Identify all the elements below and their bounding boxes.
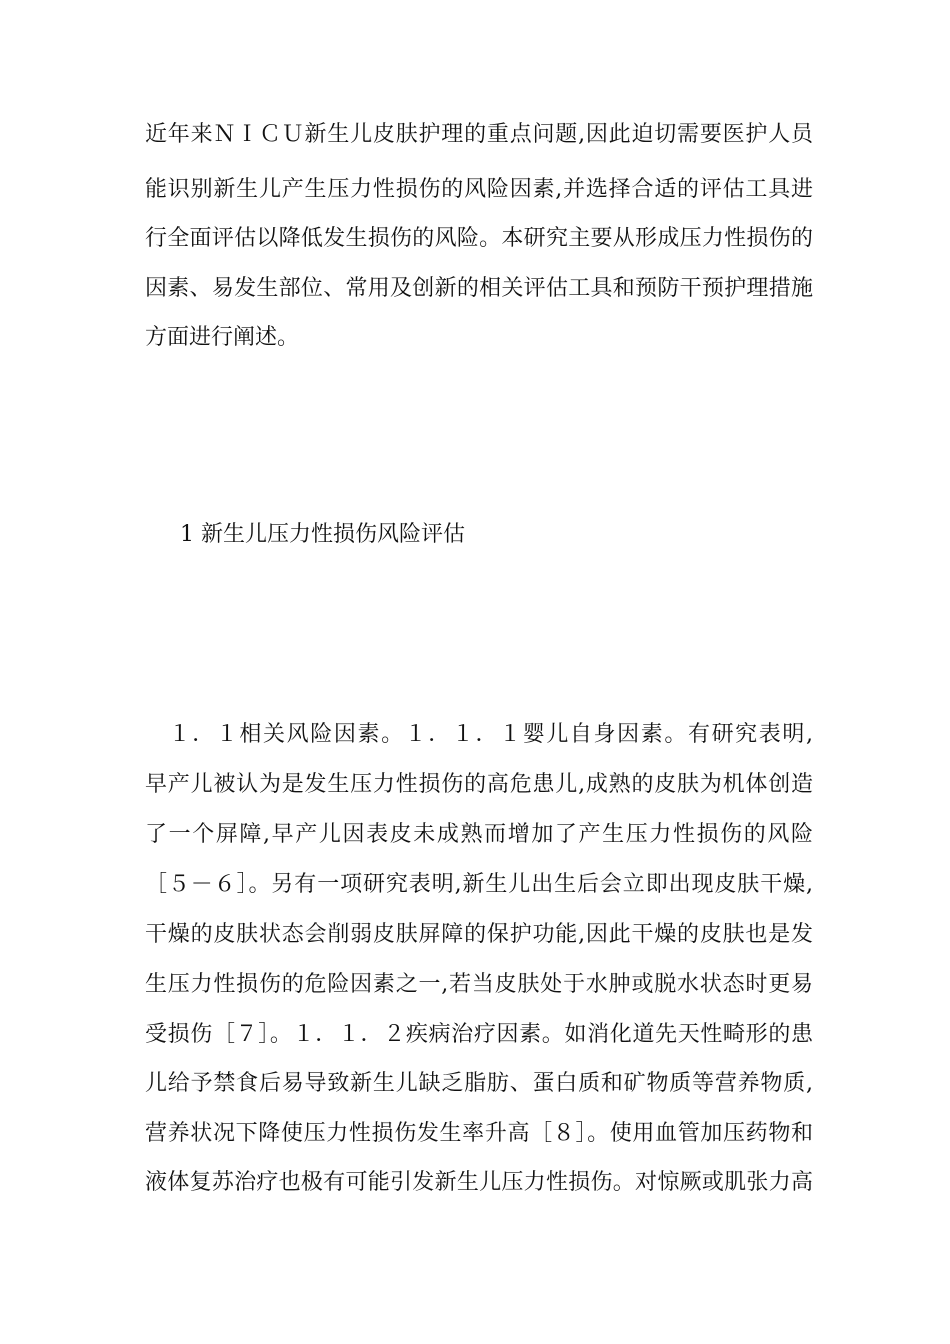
paragraph-line: 液体复苏治疗也极有可能引发新生儿压力性损伤。对惊厥或肌张力高: [145, 1170, 813, 1195]
paragraph-line: 近年来ＮＩＣＵ新生儿皮肤护理的重点问题,因此迫切需要医护人员: [145, 122, 813, 147]
section-heading: 1 新生儿压力性损伤风险评估: [180, 522, 465, 547]
paragraph-line: 营养状况下降使压力性损伤发生率升高［８］。使用血管加压药物和: [145, 1121, 813, 1146]
paragraph-line: 行全面评估以降低发生损伤的风险。本研究主要从形成压力性损伤的: [145, 226, 813, 251]
paragraph-line: 早产儿被认为是发生压力性损伤的高危患儿,成熟的皮肤为机体创造: [145, 772, 813, 797]
paragraph-line: 能识别新生儿产生压力性损伤的风险因素,并选择合适的评估工具进: [145, 177, 813, 202]
paragraph-line: 了一个屏障,早产儿因表皮未成熟而增加了产生压力性损伤的风险: [145, 822, 813, 847]
paragraph-line: 受损伤［７］。１．１．２疾病治疗因素。如消化道先天性畸形的患: [145, 1022, 813, 1047]
paragraph-line: 儿给予禁食后易导致新生儿缺乏脂肪、蛋白质和矿物质等营养物质,: [145, 1071, 813, 1096]
paragraph-line: １．１相关风险因素。１．１．１婴儿自身因素。有研究表明,: [145, 722, 813, 747]
paragraph-line: 方面进行阐述。: [145, 325, 300, 350]
paragraph-line: 干燥的皮肤状态会削弱皮肤屏障的保护功能,因此干燥的皮肤也是发: [145, 922, 813, 947]
paragraph-line: 因素、易发生部位、常用及创新的相关评估工具和预防干预护理措施: [145, 276, 813, 301]
paragraph-line: 生压力性损伤的危险因素之一,若当皮肤处于水肿或脱水状态时更易: [145, 972, 813, 997]
paragraph-line: ［５－６］。另有一项研究表明,新生儿出生后会立即出现皮肤干燥,: [145, 872, 813, 897]
